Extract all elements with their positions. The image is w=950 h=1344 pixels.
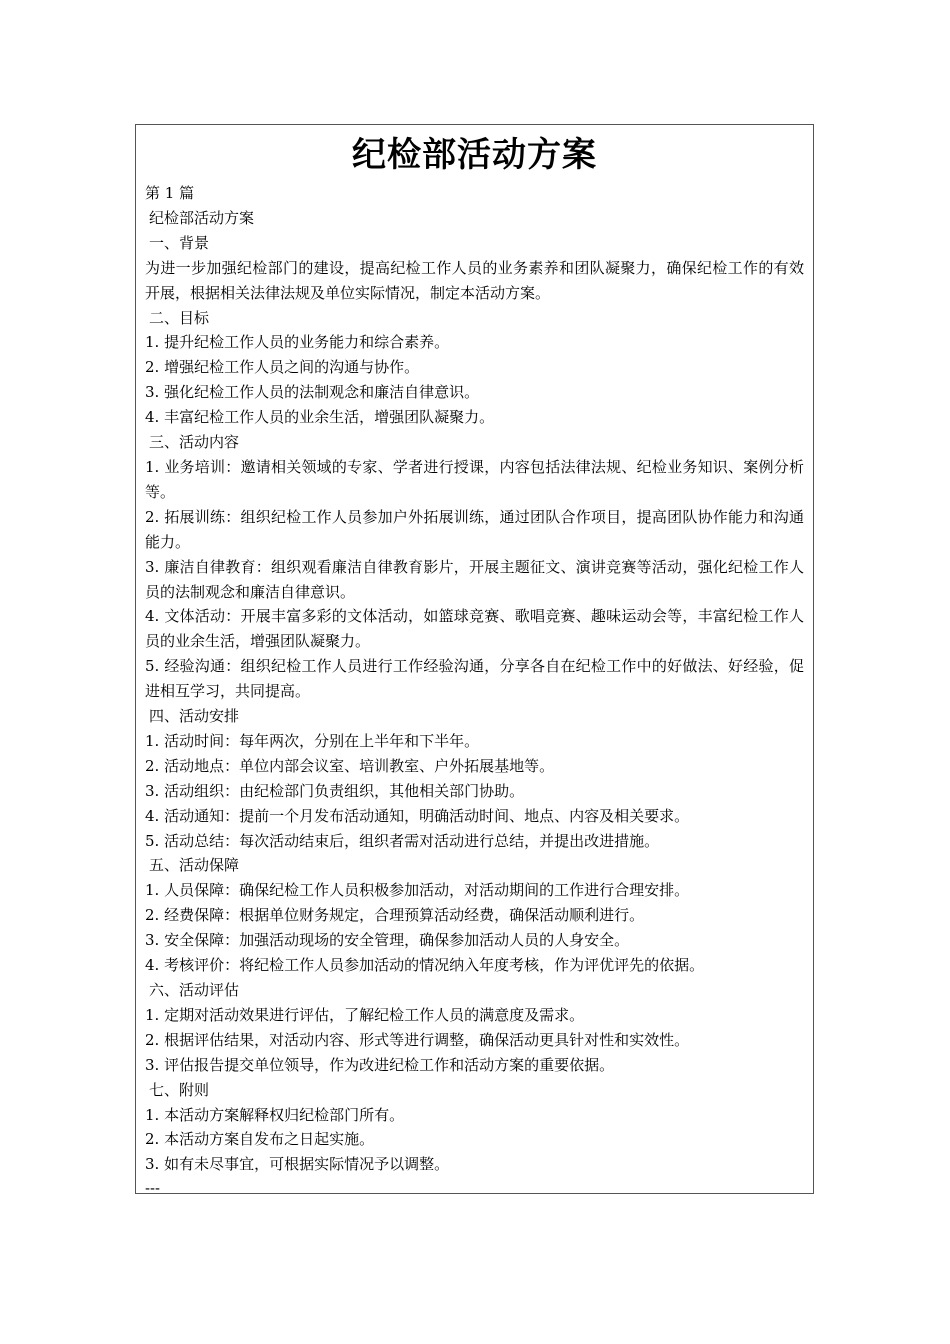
schedule-item: 4. 活动通知：提前一个月发布活动通知，明确活动时间、地点、内容及相关要求。 bbox=[145, 806, 690, 825]
section-heading-background: 一、背景 bbox=[149, 233, 210, 252]
document-title: 纪检部活动方案 bbox=[352, 135, 597, 175]
support-item: 3. 安全保障：加强活动现场的安全管理，确保参加活动人员的人身安全。 bbox=[145, 931, 630, 950]
section-heading-content: 三、活动内容 bbox=[149, 433, 240, 452]
content-item: 3. 廉洁自律教育：组织观看廉洁自律教育影片，开展主题征文、演讲竞赛等活动，强化纪检工作人员的法制观念和廉洁自律意识。 bbox=[145, 557, 804, 601]
content-item: 1. 业务培训：邀请相关领域的专家、学者进行授课，内容包括法律法规、纪检业务知识、案例分析等。 bbox=[145, 457, 804, 501]
schedule-item: 1. 活动时间：每年两次，分别在上半年和下半年。 bbox=[145, 731, 480, 750]
background-paragraph: 为进一步加强纪检部门的建设，提高纪检工作人员的业务素养和团队凝聚力，确保纪检工作的有效开展，根据相关法律法规及单位实际情况，制定本活动方案。 bbox=[145, 258, 804, 302]
content-item: 4. 文体活动：开展丰富多彩的文体活动，如篮球竞赛、歌唱竞赛、趣味运动会等，丰富纪检工作人员的业余生活，增强团队凝聚力。 bbox=[145, 607, 804, 651]
evaluation-item: 2. 根据评估结果，对活动内容、形式等进行调整，确保活动更具针对性和实效性。 bbox=[145, 1030, 690, 1049]
schedule-item: 3. 活动组织：由纪检部门负责组织，其他相关部门协助。 bbox=[145, 781, 525, 800]
section-heading-goals: 二、目标 bbox=[149, 308, 210, 327]
schedule-item: 2. 活动地点：单位内部会议室、培训教室、户外拓展基地等。 bbox=[145, 756, 555, 775]
chapter-label: 第 1 篇 bbox=[145, 184, 195, 202]
evaluation-item: 3. 评估报告提交单位领导，作为改进纪检工作和活动方案的重要依据。 bbox=[145, 1055, 615, 1074]
appendix-item: 1. 本活动方案解释权归纪检部门所有。 bbox=[145, 1105, 405, 1124]
support-item: 2. 经费保障：根据单位财务规定，合理预算活动经费，确保活动顺利进行。 bbox=[145, 906, 645, 925]
support-item: 1. 人员保障：确保纪检工作人员积极参加活动，对活动期间的工作进行合理安排。 bbox=[145, 881, 690, 900]
section-heading-appendix: 七、附则 bbox=[149, 1080, 210, 1099]
schedule-item: 5. 活动总结：每次活动结束后，组织者需对活动进行总结，并提出改进措施。 bbox=[145, 831, 660, 850]
goal-item: 1. 提升纪检工作人员的业务能力和综合素养。 bbox=[145, 333, 450, 352]
content-item: 5. 经验沟通：组织纪检工作人员进行工作经验沟通，分享各自在纪检工作中的好做法、好经验，促进相互学习，共同提高。 bbox=[145, 657, 804, 701]
goal-item: 4. 丰富纪检工作人员的业余生活，增强团队凝聚力。 bbox=[145, 408, 495, 427]
document-subtitle: 纪检部活动方案 bbox=[149, 208, 255, 227]
evaluation-item: 1. 定期对活动效果进行评估，了解纪检工作人员的满意度及需求。 bbox=[145, 1005, 585, 1024]
separator: --- bbox=[145, 1180, 160, 1194]
document-body bbox=[145, 181, 804, 1194]
appendix-item: 2. 本活动方案自发布之日起实施。 bbox=[145, 1130, 375, 1149]
section-heading-evaluation: 六、活动评估 bbox=[149, 981, 240, 999]
goal-item: 3. 强化纪检工作人员的法制观念和廉洁自律意识。 bbox=[145, 383, 480, 402]
goal-item: 2. 增强纪检工作人员之间的沟通与协作。 bbox=[145, 358, 420, 377]
section-heading-support: 五、活动保障 bbox=[149, 856, 240, 875]
document-frame bbox=[135, 124, 814, 1194]
support-item: 4. 考核评价：将纪检工作人员参加活动的情况纳入年度考核，作为评优评先的依据。 bbox=[145, 956, 705, 975]
content-item: 2. 拓展训练：组织纪检工作人员参加户外拓展训练，通过团队合作项目，提高团队协作能力和沟通能力。 bbox=[145, 507, 804, 551]
section-heading-schedule: 四、活动安排 bbox=[149, 707, 240, 726]
appendix-item: 3. 如有未尽事宜，可根据实际情况予以调整。 bbox=[145, 1155, 450, 1174]
